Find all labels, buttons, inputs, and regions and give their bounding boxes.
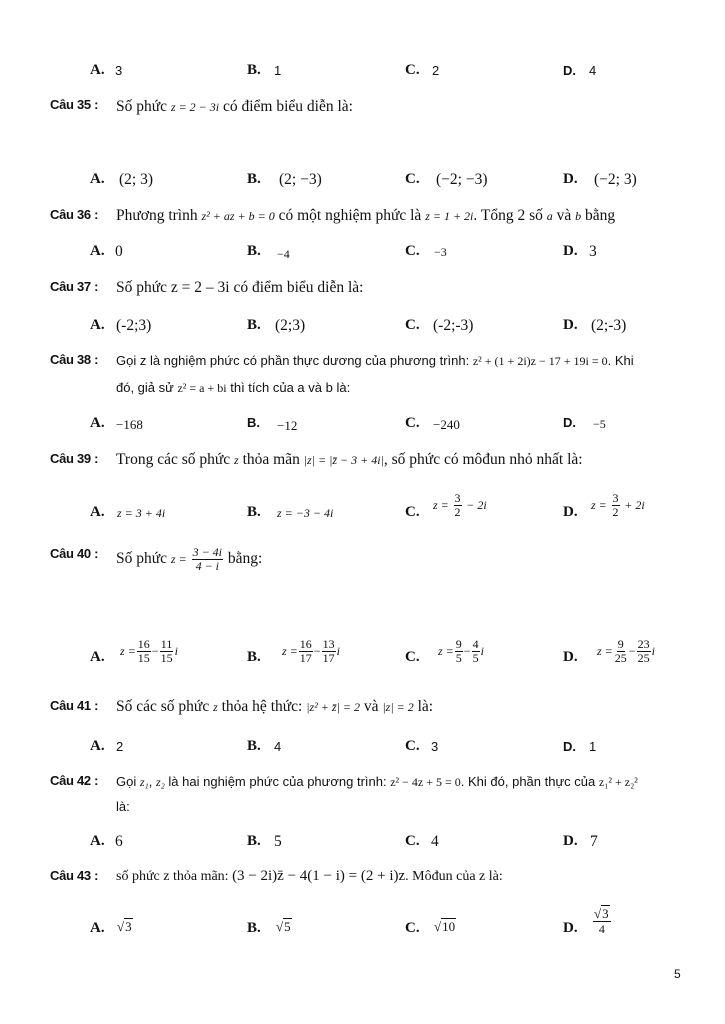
- q37-option-b-label: B.: [247, 317, 261, 333]
- q36-option-d-value: 3: [589, 243, 597, 260]
- q37-option-d-label: D.: [563, 317, 578, 333]
- q35-option-c-value: (−2; −3): [436, 171, 488, 188]
- q34-option-c-label: C.: [405, 62, 420, 78]
- q34-option-c-value: 2: [432, 63, 440, 78]
- fraction: $\frac{9}{25}$: [614, 637, 627, 665]
- q37-number: Câu 37 :: [50, 279, 99, 294]
- q39-option-a-value: z = 3 + 4i: [117, 506, 166, 520]
- q36-option-b-label: B.: [247, 243, 261, 259]
- fraction: $\frac{√3}{4}$: [594, 906, 609, 936]
- q41-option-c-label: C.: [405, 738, 420, 754]
- q34-option-b-label: B.: [247, 62, 261, 78]
- q36-number: Câu 36 :: [50, 207, 99, 222]
- q40-option-c-value: z = $\frac{9}{5}$ − $\frac{4}{5}$ i: [438, 637, 484, 665]
- q43-option-a-label: A.: [90, 920, 105, 936]
- q38-number: Câu 38 :: [50, 352, 99, 367]
- q43-formula: (3 − 2i)z̄ − 4(1 − i) = (2 + i)z: [232, 868, 406, 884]
- q40-option-d-label: D.: [563, 649, 578, 665]
- q42-option-d-label: D.: [563, 833, 578, 849]
- fraction: $\frac{16}{17}$: [299, 637, 312, 665]
- q38-formula-equation: z² + (1 + 2i)z − 17 + 19i = 0: [472, 354, 608, 368]
- q35-question: Số phức z = 2 − 3i có điểm biểu diễn là:: [116, 98, 353, 115]
- q36-formula-root: z = 1 + 2i: [425, 209, 474, 223]
- q39-option-d-value: z = $\frac{3}{2}$ + 2i: [591, 491, 645, 519]
- q39-option-a-label: A.: [90, 504, 105, 520]
- q38-option-c-value: −240: [433, 417, 460, 432]
- q39-option-b-label: B.: [247, 504, 261, 520]
- q35-option-d-label: D.: [563, 171, 578, 187]
- q41-option-a-value: 2: [116, 739, 124, 754]
- q43-option-d-label: D.: [563, 920, 578, 936]
- q34-option-a-label: A.: [90, 62, 105, 78]
- fraction: $\frac{3}{2}$: [454, 491, 461, 519]
- q42-question-line2: là:: [116, 799, 130, 814]
- q43-option-b-value: √5: [276, 919, 291, 934]
- q35-formula: z = 2 − 3i: [170, 100, 220, 114]
- q42-formula-sum: z₁² + z₂²: [598, 775, 638, 789]
- q43-option-a-value: √3: [117, 919, 132, 934]
- q41-option-c-value: 3: [431, 739, 439, 754]
- q34-option-a-value: 3: [115, 63, 123, 78]
- q34-option-b-value: 1: [274, 63, 282, 78]
- q41-option-d-value: 1: [589, 739, 597, 754]
- q36-option-a-label: A.: [90, 243, 105, 259]
- q37-question: Số phức z = 2 – 3i có điểm biểu diễn là:: [116, 279, 364, 296]
- q39-option-b-value: z = −3 − 4i: [277, 506, 334, 520]
- q42-option-c-label: C.: [405, 833, 420, 849]
- q43-option-c-value: √10: [434, 919, 456, 934]
- q40-question: Số phức z = $\frac{3 - 4i}{4 - i}$ bằng:: [116, 545, 263, 573]
- q38-formula-square: z² = a + bi: [177, 381, 227, 395]
- q39-number: Câu 39 :: [50, 451, 99, 466]
- q39-option-c-label: C.: [405, 504, 420, 520]
- q41-option-d-label: D.: [563, 739, 576, 754]
- q42-formula-equation: z² − 4z + 5 = 0: [390, 775, 461, 789]
- q35-number: Câu 35 :: [50, 97, 99, 112]
- fraction: $\frac{23}{25}$: [637, 637, 650, 665]
- q36-option-d-label: D.: [563, 243, 578, 259]
- q39-formula: |z| = |z̄ − 3 + 4i|: [303, 453, 384, 467]
- q38-option-d-label: D.: [563, 415, 576, 430]
- q38-option-a-label: A.: [90, 415, 105, 431]
- q38-question-line1: Gọi z là nghiệm phức có phần thực dương của phương trình: z² + (1 + 2i)z − 17 + 19i = 0. Khi: [116, 353, 634, 368]
- q42-option-d-value: 7: [590, 833, 598, 850]
- q37-option-c-label: C.: [405, 317, 420, 333]
- q42-number: Câu 42 :: [50, 773, 99, 788]
- fraction: $\frac{3}{2}$: [612, 491, 619, 519]
- q42-option-c-value: 4: [431, 833, 439, 850]
- q39-question: Trong các số phức z thỏa mãn |z| = |z̄ − 3 + 4i|, số phức có môđun nhỏ nhất là:: [116, 451, 583, 468]
- q42-option-b-label: B.: [247, 833, 261, 849]
- q43-option-c-label: C.: [405, 920, 420, 936]
- q43-number: Câu 43 :: [50, 868, 99, 883]
- q41-formula-1: |z² + z̄| = 2: [306, 700, 360, 714]
- page-number: 5: [674, 967, 681, 981]
- q36-formula-equation: z² + az + b = 0: [201, 209, 275, 223]
- q42-option-b-value: 5: [274, 833, 282, 850]
- q37-option-c-value: (-2;-3): [433, 317, 474, 334]
- q38-option-b-value: −12: [277, 418, 298, 433]
- q38-option-a-value: −168: [116, 417, 143, 432]
- q43-option-b-label: B.: [247, 920, 261, 936]
- q41-option-b-label: B.: [247, 738, 261, 754]
- q40-number: Câu 40 :: [50, 546, 99, 561]
- q36-question: Phương trình z² + az + b = 0 có một nghiệm phức là z = 1 + 2i. Tổng 2 số a và b bằng: [116, 207, 616, 224]
- q41-question: Số các số phức z thỏa hệ thức: |z² + z̄| = 2 và |z| = 2 là:: [116, 698, 434, 715]
- q35-option-b-label: B.: [247, 171, 261, 187]
- fraction: $\frac{13}{17}$: [322, 637, 335, 665]
- fraction: $\frac{4}{5}$: [472, 637, 479, 665]
- fraction: $\frac{16}{15}$: [137, 637, 150, 665]
- q42-option-a-value: 6: [115, 833, 123, 850]
- q42-question-line1: Gọi z₁, z₂ là hai nghiệm phức của phương trình: z² − 4z + 5 = 0. Khi đó, phần thực của z₁² + z₂²: [116, 774, 638, 789]
- fraction: $\frac{11}{15}$: [160, 637, 173, 665]
- q37-option-a-label: A.: [90, 317, 105, 333]
- q39-option-c-value: z = $\frac{3}{2}$ − 2i: [433, 491, 487, 519]
- q36-option-c-label: C.: [405, 243, 420, 259]
- q34-option-d-label: D.: [563, 63, 576, 78]
- q41-option-b-value: 4: [274, 739, 282, 754]
- q39-option-d-label: D.: [563, 504, 578, 520]
- q40-option-b-label: B.: [247, 649, 261, 665]
- q41-formula-2: |z| = 2: [382, 700, 414, 714]
- q40-option-b-value: z = $\frac{16}{17}$ − $\frac{13}{17}$ i: [282, 637, 340, 665]
- q38-option-c-label: C.: [405, 415, 420, 431]
- q38-option-d-value: −5: [593, 417, 606, 431]
- q35-option-a-value: (2; 3): [119, 171, 154, 188]
- q36-option-a-value: 0: [115, 243, 123, 260]
- q40-fraction: $\frac{3 - 4i}{4 - i}$: [192, 545, 222, 573]
- q36-option-c-value: −3: [434, 245, 447, 259]
- q36-option-b-value: −4: [277, 247, 290, 261]
- q41-option-a-label: A.: [90, 738, 105, 754]
- q37-option-a-value: (-2;3): [116, 317, 152, 334]
- q37-option-d-value: (2;-3): [591, 317, 627, 334]
- q38-option-b-label: B.: [247, 415, 260, 430]
- q34-option-d-value: 4: [589, 63, 597, 78]
- q35-option-b-value: (2; −3): [279, 171, 322, 188]
- q40-option-a-value: z = $\frac{16}{15}$ − $\frac{11}{15}$ i: [120, 637, 178, 665]
- q40-option-d-value: z = $\frac{9}{25}$ − $\frac{23}{25}$ i: [597, 637, 655, 665]
- q35-option-c-label: C.: [405, 171, 420, 187]
- q35-option-a-label: A.: [90, 171, 105, 187]
- q35-option-d-value: (−2; 3): [594, 171, 637, 188]
- q42-option-a-label: A.: [90, 833, 105, 849]
- q41-number: Câu 41 :: [50, 698, 99, 713]
- q40-option-a-label: A.: [90, 649, 105, 665]
- q40-option-c-label: C.: [405, 649, 420, 665]
- fraction: $\frac{9}{5}$: [455, 637, 462, 665]
- q37-option-b-value: (2;3): [275, 317, 306, 334]
- q43-question: số phức z thỏa mãn: (3 − 2i)z̄ − 4(1 − i) = (2 + i)z. Môđun của z là:: [116, 868, 503, 884]
- q38-question-line2: đó, giả sử z² = a + bi thì tích của a và b là:: [116, 380, 351, 395]
- q43-option-d-value: [592, 906, 612, 937]
